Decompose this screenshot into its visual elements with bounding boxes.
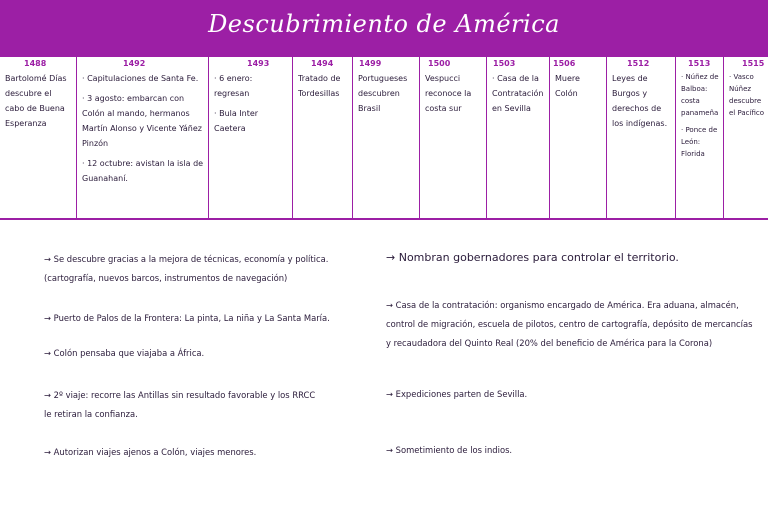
fact-item: → Casa de la contratación: organismo encargado de América. Era aduana, almacén, control de migración, escuela de pilotos, centro de cartografía, depósito de mercancías y recaudadora del Quinto Real (20% del beneficio de América para la Corona) [386,300,753,348]
timeline-col-1488 [0,57,77,219]
fact-item: → Se descubre gracias a la mejora de técnicas, economía y política. (cartografía, nuevos barcos, instrumentos de navegación) [44,254,329,283]
timeline-col-1499 [353,57,420,219]
fact-item: → Nombran gobernadores para controlar el territorio. [386,251,679,264]
fact-item: → 2º viaje: recorre las Antillas sin resultado favorable y los RRCC le retiran la confianza. [44,390,316,419]
timeline-note: · Ponce de León: Florida [681,126,718,158]
timeline-note: · Vasco Núñez descubre el Pacífico [729,73,765,117]
timeline-bottom-line [0,218,768,220]
timeline-note: · 6 enero: regresan [214,74,253,98]
timeline-year: 1503 [493,59,516,68]
timeline-col-1492 [77,57,209,219]
timeline-col-1512 [607,57,676,219]
timeline-col-1513 [676,57,724,219]
timeline-note: Vespucci reconoce la costa sur [425,74,472,113]
timeline-year: 1488 [24,59,47,68]
timeline-year: 1513 [688,59,711,68]
timeline-year: 1506 [553,59,576,68]
timeline-note: Leyes de Burgos y derechos de los indígenas. [612,74,668,128]
fact-item: → Autorizan viajes ajenos a Colón, viajes menores. [44,447,257,457]
timeline-note: Muere Colón [555,74,580,98]
timeline-note: Bartolomé Días descubre el cabo de Buena Esperanza [5,74,67,128]
timeline [0,57,768,219]
timeline-col-1494 [293,57,353,219]
timeline-year: 1493 [247,59,270,68]
timeline-col-1506 [550,57,607,219]
timeline-note: Tratado de Tordesillas [298,74,341,98]
timeline-note: Portugueses descubren Brasil [358,74,408,113]
timeline-col-1500 [420,57,487,219]
title-banner [0,0,768,54]
timeline-note: · Bula Inter Caetera [214,109,259,133]
fact-item: → Sometimiento de los indios. [386,445,513,455]
timeline-year: 1494 [311,59,334,68]
timeline-year: 1512 [627,59,650,68]
timeline-note: · 3 agosto: embarcan con Colón al mando, hermanos Martín Alonso y Vicente Yáñez Pinzón [82,94,202,148]
fact-item: → Colón pensaba que viajaba a África. [44,348,205,358]
timeline-col-1515 [724,57,768,219]
timeline-note: · 12 octubre: avistan la isla de Guanahaní. [82,159,204,183]
timeline-col-1493 [209,57,293,219]
timeline-note: · Casa de la Contratación en Sevilla [492,74,544,113]
timeline-note: · Núñez de Balboa: costa panameña [681,73,719,117]
timeline-year: 1500 [428,59,451,68]
timeline-year: 1515 [742,59,765,68]
timeline-note: · Capitulaciones de Santa Fe. [82,74,199,83]
facts-section [0,240,768,512]
timeline-year: 1492 [123,59,146,68]
fact-item: → Expediciones parten de Sevilla. [386,389,528,399]
page-title: Descubrimiento de América [208,10,560,38]
fact-item: → Puerto de Palos de la Frontera: La pinta, La niña y La Santa María. [44,313,330,323]
timeline-col-1503 [487,57,550,219]
timeline-year: 1499 [359,59,382,68]
